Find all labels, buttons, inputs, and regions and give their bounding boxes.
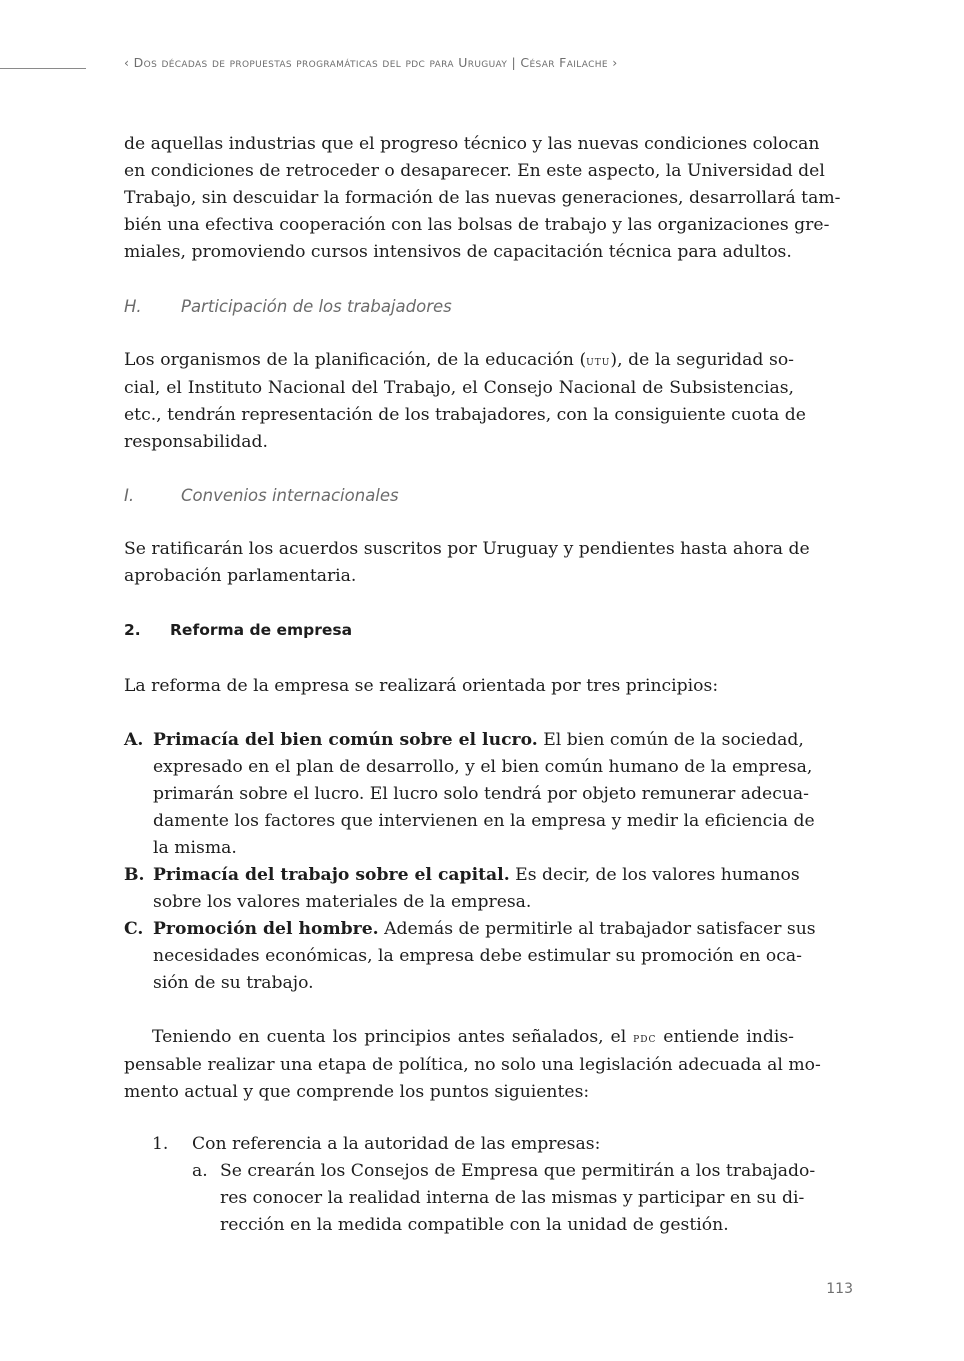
paragraph-convenios — [124, 536, 810, 590]
principle-title: Promoción del hombre. — [153, 919, 379, 939]
paragraph-intro-principios — [124, 673, 794, 700]
subsection-label: I. — [124, 486, 135, 505]
list-marker: C. — [124, 919, 144, 939]
principle-title: Primacía del bien común sobre el lucro. — [153, 730, 538, 750]
text-line: cial, el Instituto Nacional del Trabajo, el Consejo Nacional de Subsistencias, — [124, 378, 794, 398]
text-line: Se ratificarán los acuerdos suscritos por Uruguay y pendientes hasta ahora de — [124, 539, 810, 559]
text-line: aprobación parlamentaria. — [124, 566, 357, 586]
text-line — [153, 862, 800, 889]
text-line: la misma. — [153, 838, 237, 858]
subsection-heading-i — [124, 486, 794, 505]
text-fragment: El bien común de la sociedad, — [537, 730, 804, 750]
list-marker: 1. — [152, 1134, 169, 1154]
section-number: 2. — [124, 621, 141, 639]
list-item-body — [153, 727, 815, 862]
list-item-body — [220, 1158, 816, 1239]
text-line: expresado en el plan de desarrollo, y el bien común humano de la empresa, — [153, 757, 813, 777]
list-item-body — [153, 916, 816, 997]
text-line: damente los factores que intervienen en la empresa y medir la eficiencia de — [153, 811, 815, 831]
page-number: 113 — [826, 1281, 853, 1297]
text-line: en condiciones de retroceder o desaparecer. En este aspecto, la Universidad del — [124, 161, 825, 181]
abbreviation-utu: utu — [586, 354, 611, 369]
principle-title: Primacía del trabajo sobre el capital. — [153, 865, 510, 885]
text-line: res conocer la realidad interna de las mismas y participar en su di- — [220, 1188, 805, 1208]
text-line: Se crearán los Consejos de Empresa que permitirán a los trabajado- — [220, 1161, 816, 1181]
text-line: Trabajo, sin descuidar la formación de las nuevas generaciones, desarrollará tam- — [124, 188, 841, 208]
text-line — [124, 1024, 794, 1052]
text-line: necesidades económicas, la empresa debe estimular su promoción en oca- — [153, 946, 802, 966]
text-line: mento actual y que comprende los puntos siguientes: — [124, 1082, 590, 1102]
list-marker: B. — [124, 865, 145, 885]
text-line: primarán sobre el lucro. El lucro solo tendrá por objeto remunerar adecua- — [153, 784, 809, 804]
text-line — [124, 347, 794, 375]
abbreviation-pdc: pdc — [633, 1031, 657, 1046]
paragraph-teniendo-en-cuenta — [124, 1024, 821, 1106]
list-marker: A. — [124, 730, 144, 750]
section-heading-2 — [124, 621, 794, 639]
text-fragment: Además de permitirle al trabajador satisfacer sus — [378, 919, 816, 939]
text-fragment: entiende indis- — [656, 1027, 794, 1047]
text-fragment: Los organismos de la planificación, de la educación ( — [124, 350, 587, 370]
list-marker: a. — [192, 1161, 208, 1181]
text-line: etc., tendrán representación de los trabajadores, con la consiguiente cuota de — [124, 405, 806, 425]
text-fragment: Es decir, de los valores humanos — [509, 865, 800, 885]
list-item-body — [153, 862, 800, 916]
header-rule — [0, 68, 86, 69]
text-line: de aquellas industrias que el progreso técnico y las nuevas condiciones colocan — [124, 134, 820, 154]
text-line: rección en la medida compatible con la unidad de gestión. — [220, 1215, 729, 1235]
text-line: bién una efectiva cooperación con las bolsas de trabajo y las organizaciones gre- — [124, 215, 830, 235]
text-line: La reforma de la empresa se realizará orientada por tres principios: — [124, 676, 719, 696]
text-fragment: Teniendo en cuenta los principios antes señalados, el — [152, 1027, 634, 1047]
subsection-heading-h — [124, 297, 794, 316]
subsection-label: H. — [124, 297, 142, 316]
text-line: pensable realizar una etapa de política, no solo una legislación adecuada al mo- — [124, 1055, 821, 1075]
paragraph-participacion — [124, 347, 806, 456]
paragraph-continuation — [124, 131, 841, 266]
text-line: sión de su trabajo. — [153, 973, 314, 993]
list-item-text: Con referencia a la autoridad de las empresas: — [192, 1134, 601, 1154]
section-title: Reforma de empresa — [170, 621, 353, 639]
running-header: ‹ Dos décadas de propuestas programáticas del pdc para Uruguay | César Failache › — [124, 55, 618, 70]
text-line: miales, promoviendo cursos intensivos de capacitación técnica para adultos. — [124, 242, 792, 262]
subsection-title: Convenios internacionales — [181, 486, 399, 505]
text-line — [153, 727, 804, 754]
text-line — [153, 916, 816, 943]
text-line: responsabilidad. — [124, 432, 268, 452]
text-fragment: ), de la seguridad so- — [610, 350, 794, 370]
text-line: sobre los valores materiales de la empresa. — [153, 892, 532, 912]
subsection-title: Participación de los trabajadores — [181, 297, 452, 316]
